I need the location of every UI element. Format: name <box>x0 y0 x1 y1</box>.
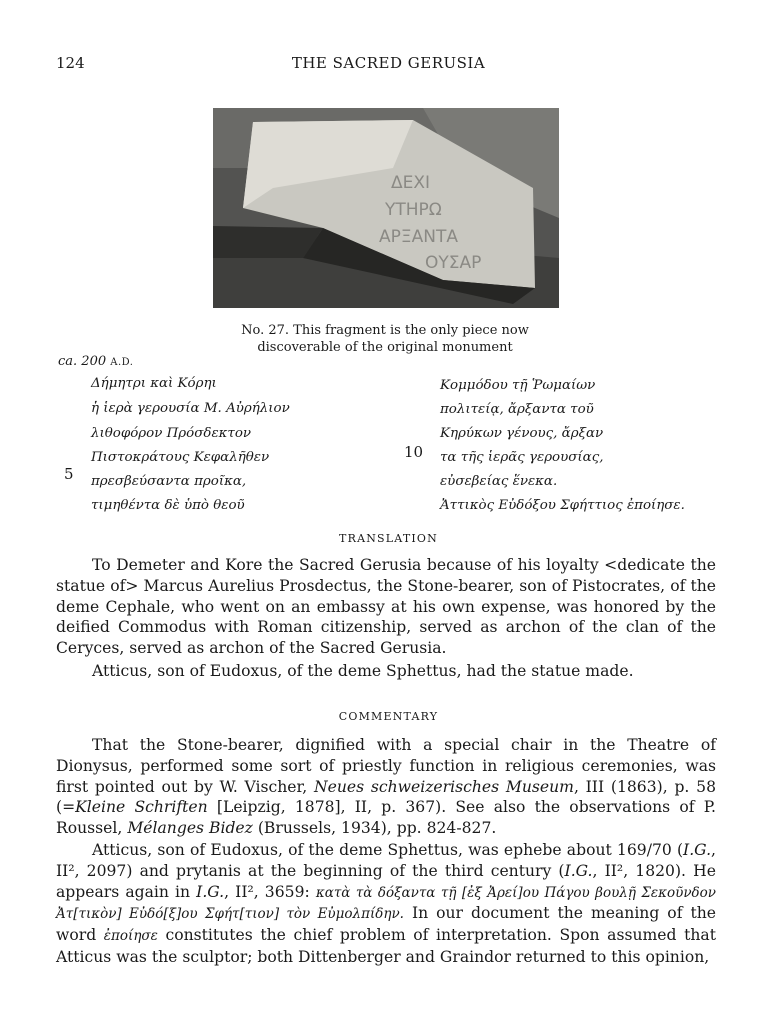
commentary-text: , III (1863), p. 58 (= <box>56 777 716 817</box>
commentary-paragraph-1 <box>56 735 716 839</box>
date-label <box>58 354 134 369</box>
greek-word: ἐποίησε <box>103 928 158 945</box>
commentary-paragraph-2 <box>56 840 716 968</box>
inscription-line: εὐσεβείας ἕνεκα. <box>440 474 558 489</box>
inscription-line: λιθοφόρον Πρόσδεκτον <box>91 426 252 441</box>
commentary-text: , II², 2097) and prytanis at the beginning of the third century ( <box>56 841 716 880</box>
commentary-text: [Leipzig, 1878], II, p. 367). See also the observations of P. Roussel, <box>56 798 716 838</box>
line-number-5: 5 <box>64 465 74 483</box>
commentary-text: In our document the meaning of the word <box>56 904 716 945</box>
inscription-line: Κομμόδου τῇ Ῥωμαίων <box>440 378 596 393</box>
stone-text-line: ΟΥΣΑΡ <box>425 253 482 273</box>
stone-fragment-photo <box>213 108 559 308</box>
page-number: 124 <box>56 54 85 72</box>
date-ad: A.D. <box>110 357 134 368</box>
figure-caption <box>150 322 620 356</box>
line-number-10: 10 <box>404 443 424 461</box>
inscription-line: Δήμητρι καὶ Κόρηι <box>91 376 217 391</box>
commentary-text: (Brussels, 1934), pp. 824-827. <box>252 819 497 838</box>
inscription-line: Πιστοκράτους Κεφαλῆθεν <box>91 450 270 465</box>
inscription-line: τιμηθέντα δὲ ὑπὸ θεοῦ <box>91 498 245 513</box>
stone-text-line: ΔΕΧΙ <box>391 173 431 193</box>
inscription-line: τα τῆς ἱερᾶς γερουσίας, <box>440 450 604 465</box>
inscription-line: Κηρύκων γένους, ἄρξαν <box>440 426 604 441</box>
greek-quotation: κατὰ τὰ δόξαντα τῇ [ἐξ Ἀρεί]ου Πάγου βουλῇ Σεκοῦνδον Ἀτ[τικὸν] Εὐδό[ξ]ου Σφήτ[τιον] τὸν Εὐμολπίδην. <box>56 884 717 923</box>
journal-title: Neues schweizerisches Museum <box>313 777 574 796</box>
inscription-line: ἡ ἱερὰ γερουσία Μ. Αὐρήλιον <box>91 401 290 416</box>
translation-attribution: Atticus, son of Eudoxus, of the deme Sphettus, had the statue made. <box>92 662 634 680</box>
stone-text-line: ΑΡΞΑΝΤΑ <box>379 227 458 247</box>
commentary-text: , II², 1820). He appears again in <box>56 861 716 901</box>
inscription-line: πρεσβεύσαντα προῖκα, <box>91 474 247 489</box>
translation-heading: TRANSLATION <box>339 532 438 545</box>
citation: I.G. <box>683 841 712 859</box>
caption-line-1: No. 27. This fragment is the only piece now <box>241 323 529 338</box>
date-ca: ca. 200 <box>58 354 107 369</box>
commentary-heading: COMMENTARY <box>338 710 439 723</box>
running-title: THE SACRED GERUSIA <box>291 54 486 72</box>
commentary-text: That the Stone-bearer, dignified with a special chair in the Theatre of Dionysus, performed some sort of priestly function in religious ceremonies, was first pointed out by W. Vischer, <box>56 736 716 796</box>
stone-text-line: ΥΤΗΡΩ <box>385 200 442 220</box>
book-title: Kleine Schriften <box>75 798 208 817</box>
translation-paragraph: To Demeter and Kore the Sacred Gerusia because of his loyalty <dedicate the statue of> Marcus Aurelius Prosdectus, the Stone-bearer, son of Pistocrates, of the deme Cephale, who went on an embassy at his own expense, was honored by the deified Commodus with Roman citizenship, served as archon of the clan of the Ceryces, served as archon of the Sacred Gerusia. <box>56 556 716 658</box>
citation: I.G. <box>196 882 225 901</box>
inscription-line: Ἀττικὸς Εὐδόξου Σφήττιος ἐποίησε. <box>440 498 685 513</box>
commentary-text: , II², 3659: <box>224 882 316 901</box>
commentary-text: constitutes the chief problem of interpretation. Spon assumed that Atticus was the sculptor; both Dittenberger and Graindor returned to this opinion, <box>56 926 716 966</box>
inscription-line: πολιτείᾳ, ἄρξαντα τοῦ <box>440 402 594 417</box>
citation: I.G. <box>564 861 593 880</box>
caption-line-2: discoverable of the original monument <box>257 340 513 355</box>
book-title: Mélanges Bidez <box>127 819 253 838</box>
commentary-text: Atticus, son of Eudoxus, of the deme Sphettus, was ephebe about 169/70 ( <box>92 841 684 859</box>
